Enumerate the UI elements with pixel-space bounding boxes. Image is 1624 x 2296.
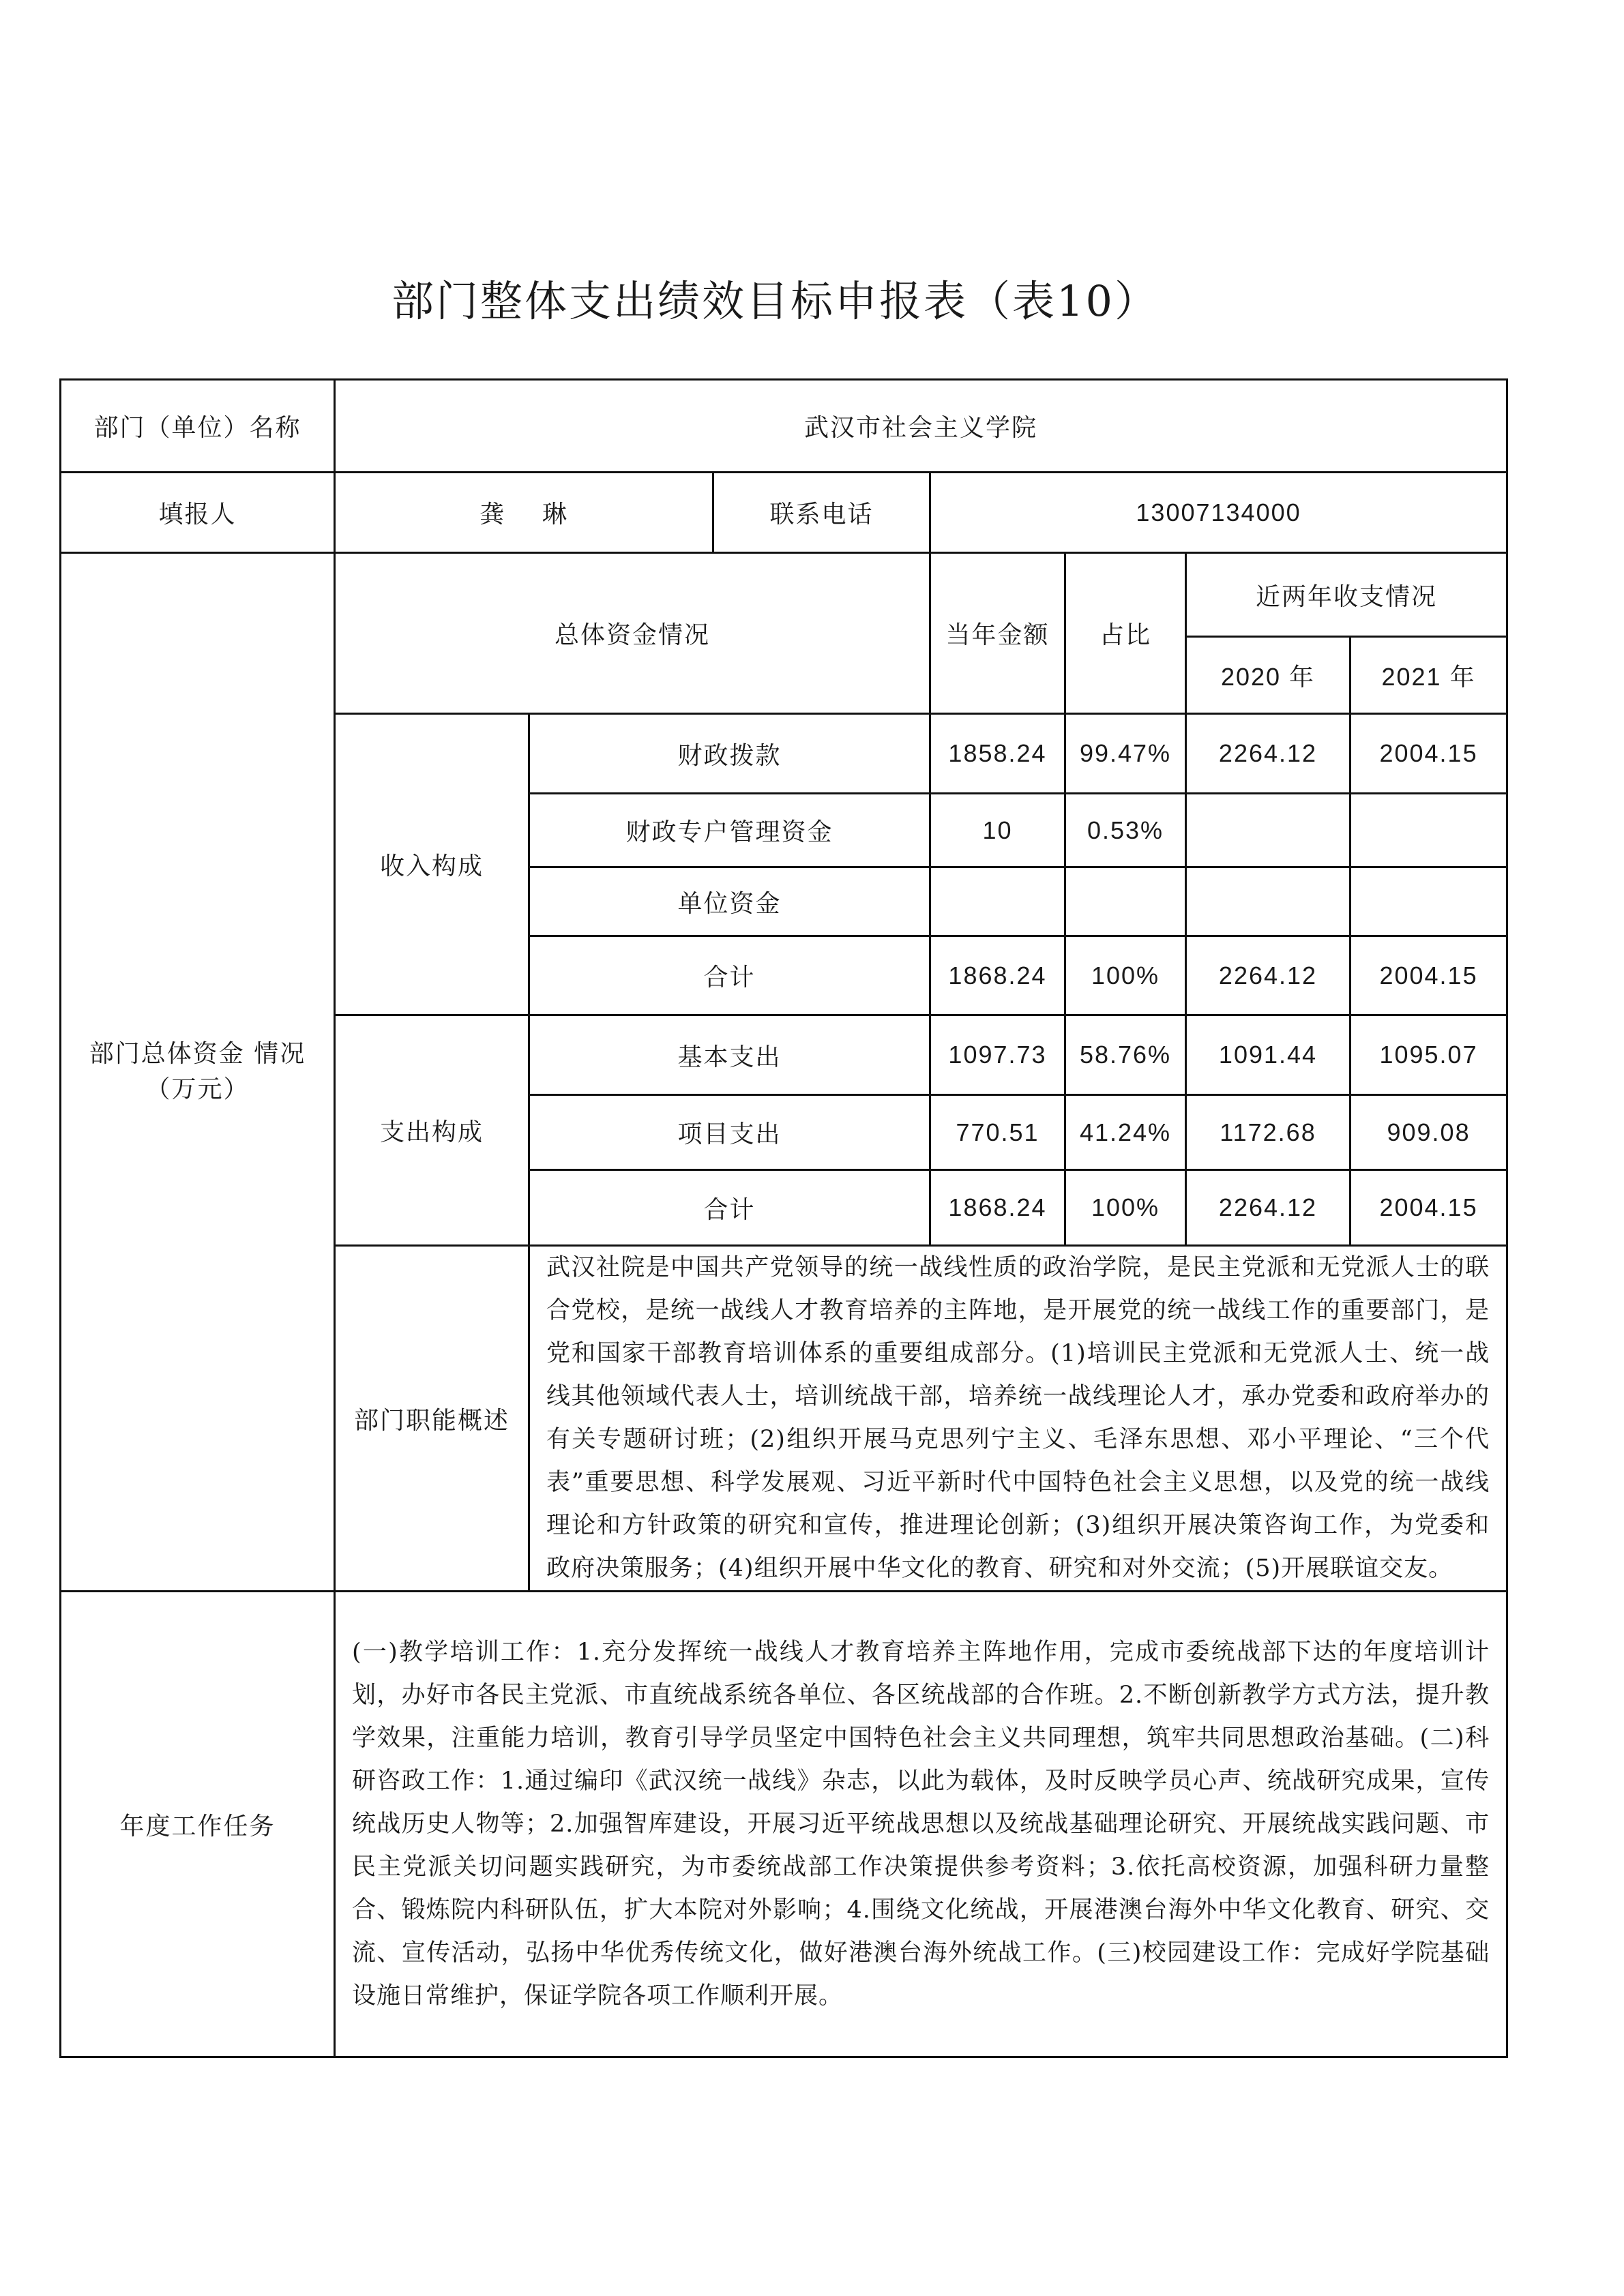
row-2020: 2264.12 bbox=[1186, 714, 1350, 794]
row-2020: 1172.68 bbox=[1186, 1095, 1350, 1170]
unit-value: 武汉市社会主义学院 bbox=[335, 380, 1507, 473]
year-2021-label: 2021 年 bbox=[1350, 637, 1507, 714]
row-2020 bbox=[1186, 794, 1350, 867]
funds-section-label: 部门总体资金 情况（万元） bbox=[61, 553, 335, 1592]
row-amount: 1097.73 bbox=[930, 1015, 1065, 1095]
row-name: 财政拨款 bbox=[529, 714, 930, 794]
row-name: 项目支出 bbox=[529, 1095, 930, 1170]
row-name: 合计 bbox=[529, 1170, 930, 1246]
row-amount: 1868.24 bbox=[930, 936, 1065, 1015]
row-name: 基本支出 bbox=[529, 1015, 930, 1095]
row-2021: 1095.07 bbox=[1350, 1015, 1507, 1095]
tasks-row bbox=[61, 1592, 1507, 2057]
tasks-label: 年度工作任务 bbox=[61, 1592, 335, 2057]
row-2021 bbox=[1350, 794, 1507, 867]
row-2021: 2004.15 bbox=[1350, 936, 1507, 1015]
reporter-label: 填报人 bbox=[61, 473, 335, 553]
current-amount-label: 当年金额 bbox=[930, 553, 1065, 714]
row-2021 bbox=[1350, 867, 1507, 936]
row-2020: 2264.12 bbox=[1186, 936, 1350, 1015]
row-2020: 1091.44 bbox=[1186, 1015, 1350, 1095]
row-ratio: 41.24% bbox=[1065, 1095, 1186, 1170]
row-name: 财政专户管理资金 bbox=[529, 794, 930, 867]
row-2021: 2004.15 bbox=[1350, 1170, 1507, 1246]
row-ratio: 100% bbox=[1065, 1170, 1186, 1246]
row-amount: 1868.24 bbox=[930, 1170, 1065, 1246]
contact-row bbox=[61, 473, 1507, 553]
row-name: 合计 bbox=[529, 936, 930, 1015]
row-2020: 2264.12 bbox=[1186, 1170, 1350, 1246]
performance-table bbox=[59, 378, 1508, 2058]
page-title: 部门整体支出绩效目标申报表（表10） bbox=[392, 276, 1159, 326]
two-years-label: 近两年收支情况 bbox=[1186, 553, 1507, 637]
row-amount: 10 bbox=[930, 794, 1065, 867]
functions-label: 部门职能概述 bbox=[335, 1246, 529, 1592]
functions-text: 武汉社院是中国共产党领导的统一战线性质的政治学院，是民主党派和无党派人士的联合党校，是统一战线人才教育培养的主阵地，是开展党的统一战线工作的重要部门，是党和国家干部教育培训体系的重要组成部分。(1)培训民主党派和无党派人士、统一战线其他领域代表人士，培训统战干部，培养统一战线理论人才，承办党委和政府举办的有关专题研讨班；(2)组织开展马克思列宁主义、毛泽东思想、邓小平理论、“三个代表”重要思想、科学发展观、习近平新时代中国特色社会主义思想，以及党的统一战线理论和方针政策的研究和宣传，推进理论创新；(3)组织开展决策咨询工作，为党委和政府决策服务；(4)组织开展中华文化的教育、研究和对外交流；(5)开展联谊交友。 bbox=[529, 1246, 1507, 1592]
expense-label: 支出构成 bbox=[335, 1015, 529, 1246]
row-ratio: 99.47% bbox=[1065, 714, 1186, 794]
phone-label: 联系电话 bbox=[713, 473, 930, 553]
funds-header-row bbox=[61, 553, 1507, 637]
row-amount bbox=[930, 867, 1065, 936]
income-label: 收入构成 bbox=[335, 714, 529, 1015]
row-2021: 909.08 bbox=[1350, 1095, 1507, 1170]
phone-value: 13007134000 bbox=[930, 473, 1507, 553]
row-ratio bbox=[1065, 867, 1186, 936]
row-name: 单位资金 bbox=[529, 867, 930, 936]
row-ratio: 0.53% bbox=[1065, 794, 1186, 867]
tasks-text: (一)教学培训工作：1.充分发挥统一战线人才教育培养主阵地作用，完成市委统战部下达的年度培训计划，办好市各民主党派、市直统战系统各单位、各区统战部的合作班。2.不断创新教学方式方法，提升教学效果，注重能力培训，教育引导学员坚定中国特色社会主义共同理想，筑牢共同思想政治基础。(二)科研咨政工作：1.通过编印《武汉统一战线》杂志，以此为载体，及时反映学员心声、统战研究成果，宣传统战历史人物等；2.加强智库建设，开展习近平统战思想以及统战基础理论研究、开展统战实践问题、市民主党派关切问题实践研究，为市委统战部工作决策提供参考资料；3.依托高校资源，加强科研力量整合、锻炼院内科研队伍，扩大本院对外影响；4.围绕文化统战，开展港澳台海外中华文化教育、研究、交流、宣传活动，弘扬中华优秀传统文化，做好港澳台海外统战工作。(三)校园建设工作：完成好学院基础设施日常维护，保证学院各项工作顺利开展。 bbox=[335, 1592, 1507, 2057]
unit-row bbox=[61, 380, 1507, 473]
ratio-label: 占比 bbox=[1065, 553, 1186, 714]
overall-label: 总体资金情况 bbox=[335, 553, 930, 714]
unit-label: 部门（单位）名称 bbox=[61, 380, 335, 473]
row-ratio: 100% bbox=[1065, 936, 1186, 1015]
row-ratio: 58.76% bbox=[1065, 1015, 1186, 1095]
row-amount: 770.51 bbox=[930, 1095, 1065, 1170]
reporter-value: 龚 琳 bbox=[335, 473, 713, 553]
row-2020 bbox=[1186, 867, 1350, 936]
row-amount: 1858.24 bbox=[930, 714, 1065, 794]
year-2020-label: 2020 年 bbox=[1186, 637, 1350, 714]
row-2021: 2004.15 bbox=[1350, 714, 1507, 794]
